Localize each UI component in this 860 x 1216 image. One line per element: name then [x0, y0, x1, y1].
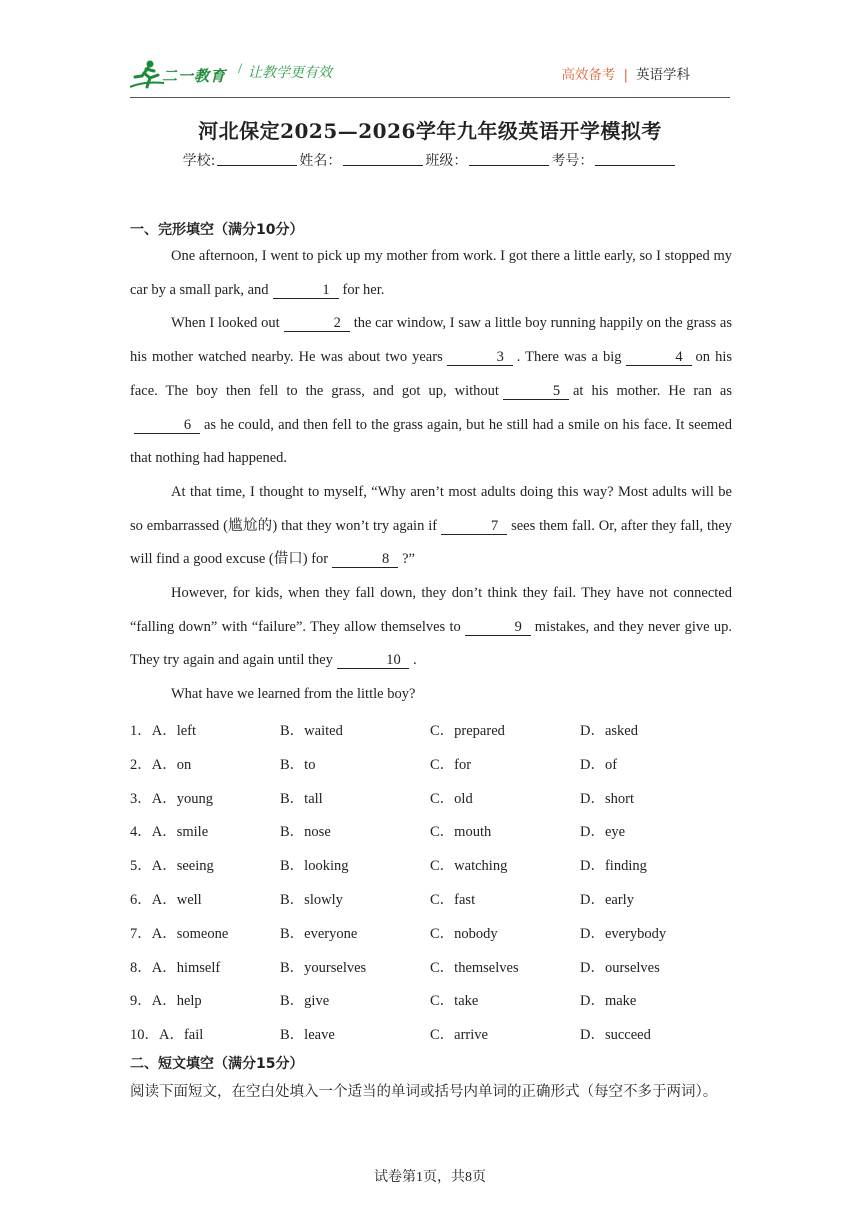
option-a[interactable]: 3．A．young: [130, 790, 213, 807]
class-label: 班级：: [425, 153, 468, 169]
option-c[interactable]: C．arrive: [430, 1027, 488, 1044]
exam-no-field[interactable]: [595, 153, 675, 166]
passage-text: One afternoon, I went to pick up my mother from work. I got there a little early, so I stopped my car by a small park, and: [130, 248, 732, 298]
option-row: [130, 922, 732, 956]
option-c[interactable]: C．for: [430, 756, 472, 773]
passage-text: mistakes, and they never give up. They try again and again until they: [130, 618, 732, 669]
class-field[interactable]: [469, 153, 549, 166]
blank-1[interactable]: 1: [273, 282, 339, 299]
passage-text: However, for kids, when they fall down, they don’t think they fail. They have not connected “falling down” with “failure”. They allow themselves to: [130, 585, 732, 635]
name-label: 姓名：: [299, 153, 342, 169]
option-d[interactable]: D．ourselves: [580, 959, 660, 976]
option-d[interactable]: D．eye: [580, 824, 626, 841]
option-a[interactable]: 7．A．someone: [130, 925, 229, 942]
page-title: 河北保定2025—2026学年九年级英语开学模拟考: [198, 119, 662, 143]
option-d[interactable]: D．succeed: [580, 1027, 651, 1044]
blank-8[interactable]: 8: [332, 551, 398, 568]
passage-text: . There was a big: [516, 349, 622, 366]
passage-text: at his mother. He ran as: [572, 382, 732, 399]
exam-no-label: 考号：: [551, 153, 594, 169]
passage-text: What have we learned from the little boy?: [171, 686, 416, 703]
option-row: [130, 1023, 732, 1057]
passage-paragraph: [130, 240, 732, 307]
option-a[interactable]: 2．A．on: [130, 756, 192, 773]
option-b[interactable]: B．tall: [280, 790, 323, 807]
option-b[interactable]: B．slowly: [280, 891, 343, 908]
option-c[interactable]: C．take: [430, 993, 479, 1010]
passage-text: the car window, I saw a little boy running happily on the grass as his mother watched nearby. He was about two years: [130, 315, 733, 366]
passage-text: sees them fall. Or, after they fall, they will find a good excuse (借口) for: [130, 517, 733, 568]
blank-4[interactable]: 4: [626, 349, 692, 366]
option-b[interactable]: B．to: [280, 756, 316, 773]
passage-text: .: [412, 652, 417, 669]
passage-text: ?”: [402, 551, 415, 568]
option-b[interactable]: B．nose: [280, 824, 331, 841]
option-a[interactable]: 5．A．seeing: [130, 858, 214, 875]
cloze-passage: [130, 240, 732, 712]
option-d[interactable]: D．early: [580, 891, 634, 908]
header-right: [561, 63, 690, 83]
option-b[interactable]: B．give: [280, 993, 330, 1010]
school-field[interactable]: [217, 153, 297, 166]
blank-7[interactable]: 7: [441, 518, 507, 535]
section1-heading: 一、完形填空（满分10分）: [130, 222, 304, 238]
option-b[interactable]: B．leave: [280, 1027, 335, 1044]
name-field[interactable]: [343, 153, 423, 166]
option-a[interactable]: 4．A．smile: [130, 824, 209, 841]
passage-text: When I looked out: [171, 315, 280, 332]
option-a[interactable]: 8．A．himself: [130, 959, 221, 976]
option-c[interactable]: C．nobody: [430, 925, 498, 942]
option-b[interactable]: B．looking: [280, 858, 349, 875]
slogan: 让教学更有效: [248, 65, 332, 81]
section2-heading: 二、短文填空（满分15分）: [130, 1056, 304, 1072]
logo-text: 二一教育: [162, 67, 227, 85]
option-row: [130, 989, 732, 1023]
blank-10[interactable]: 10: [337, 652, 409, 669]
blank-3[interactable]: 3: [447, 349, 513, 366]
student-info: [0, 150, 860, 170]
option-c[interactable]: C．prepared: [430, 723, 505, 739]
passage-text: At that time, I thought to myself, “Why aren’t most adults doing this way? Most adults will be so embarrassed (尴尬的) that they won’t try again if: [130, 483, 732, 534]
option-b[interactable]: B．everyone: [280, 925, 358, 942]
option-row: [130, 719, 732, 753]
header-tag: 高效备考: [561, 67, 616, 83]
passage-text: on his face. The boy then fell to the grass, and got up, without: [130, 349, 733, 399]
option-c[interactable]: C．fast: [430, 891, 476, 908]
section2-instruction: 阅读下面短文，在空白处填入一个适当的单词或括号内单词的正确形式（每空不多于两词）。: [130, 1084, 718, 1100]
page-footer: 试卷第1页，共8页: [374, 1170, 486, 1185]
option-d[interactable]: D．short: [580, 790, 634, 807]
option-a[interactable]: 1．A．left: [130, 723, 197, 739]
option-d[interactable]: D．finding: [580, 858, 647, 875]
option-c[interactable]: C．themselves: [430, 959, 519, 976]
page-header: [130, 55, 730, 98]
logo: [130, 59, 245, 91]
header-separator: |: [623, 67, 628, 83]
passage-paragraph: [130, 476, 732, 577]
option-d[interactable]: D．asked: [580, 723, 638, 739]
option-a[interactable]: 10．A．fail: [130, 1027, 204, 1044]
blank-6[interactable]: 6: [134, 417, 200, 434]
passage-paragraph: [130, 678, 732, 712]
passage-paragraph: [130, 577, 732, 678]
option-a[interactable]: 9．A．help: [130, 993, 202, 1010]
passage-text: as he could, and then fell to the grass again, but he still had a smile on his face. It seemed that nothing had happened.: [130, 416, 732, 467]
options-list: [130, 719, 732, 1057]
option-row: [130, 787, 732, 821]
blank-5[interactable]: 5: [503, 383, 569, 400]
school-label: 学校:: [182, 153, 216, 169]
blank-9[interactable]: 9: [465, 619, 531, 636]
blank-2[interactable]: 2: [284, 315, 350, 332]
option-c[interactable]: C．mouth: [430, 824, 492, 841]
runner-logo-icon: [130, 59, 164, 91]
option-row: [130, 753, 732, 787]
option-row: [130, 956, 732, 990]
option-d[interactable]: D．everybody: [580, 925, 667, 942]
option-row: [130, 854, 732, 888]
passage-paragraph: [130, 307, 732, 476]
option-d[interactable]: D．of: [580, 756, 618, 773]
option-c[interactable]: C．old: [430, 790, 473, 807]
option-b[interactable]: B．waited: [280, 723, 343, 739]
option-b[interactable]: B．yourselves: [280, 959, 367, 976]
option-row: [130, 888, 732, 922]
passage-text: for her.: [342, 281, 385, 298]
option-a[interactable]: 6．A．well: [130, 891, 202, 908]
option-d[interactable]: D．make: [580, 993, 637, 1010]
slogan-divider: /: [238, 61, 243, 77]
header-subject: 英语学科: [636, 67, 690, 83]
option-c[interactable]: C．watching: [430, 858, 508, 875]
option-row: [130, 820, 732, 854]
